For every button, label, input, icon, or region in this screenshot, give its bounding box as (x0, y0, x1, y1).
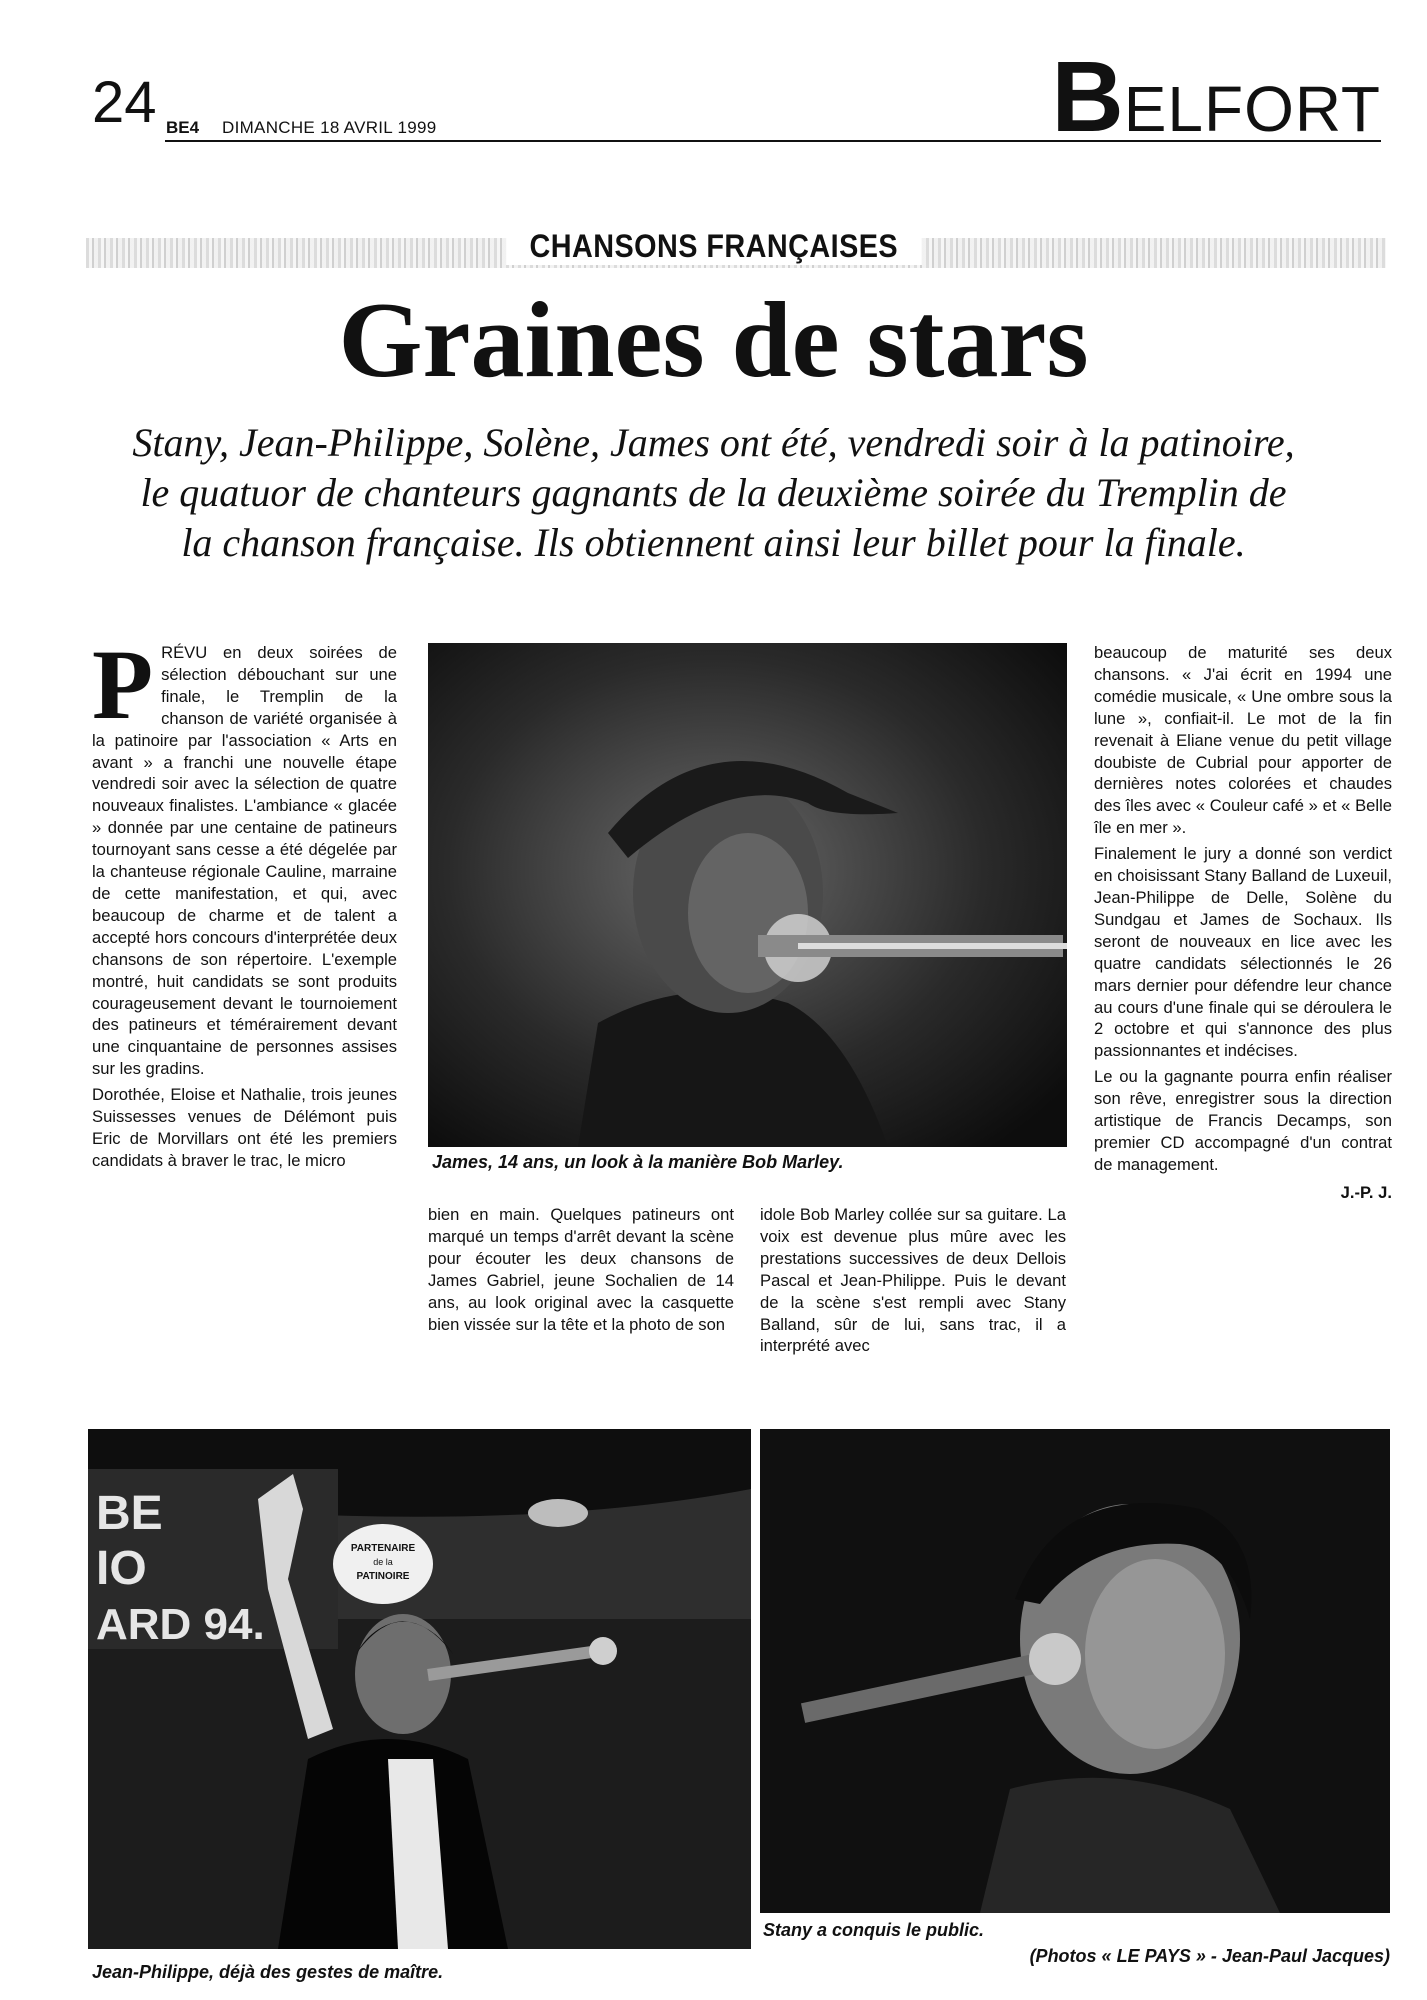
deck: Stany, Jean-Philippe, Solène, James ont été, vendredi soir à la patinoire, le quatuor de chanteurs gagnants de la deuxième soirée du Tremplin de la chanson française. Ils obtiennent ainsi leur billet pour la finale. (132, 420, 1295, 565)
photo-jean-philippe (88, 1429, 751, 1949)
issue-date: DIMANCHE 18 AVRIL 1999 (222, 118, 437, 137)
photo-jean-philippe-image (88, 1429, 751, 1949)
photo-james (428, 643, 1067, 1147)
headline: Graines de stars (338, 281, 1089, 400)
article-column-3 (760, 1204, 1066, 1361)
stage-sign-line-2: IO (96, 1542, 147, 1595)
photo-stany-image (760, 1429, 1390, 1913)
sponsor-badge-line-2: de la (373, 1557, 393, 1567)
sponsor-badge-line-1: PARTENAIRE (350, 1543, 416, 1554)
col4-paragraph-2: Finalement le jury a donné son verdict en choisissant Stany Balland de Luxeuil, Jean-Philippe de Delle, Solène du Sundgau et James de Sochaux. Ils seront de nouveaux en lice avec les quatre candidats sélectionnés le 26 mars dernier pour défendre leur chance au cours d'une finale qui se déroulera le 2 octobre et qui s'annonce des plus passionnantes et indécises. (1094, 844, 1392, 1061)
section-title-rest: ELFORT (1123, 73, 1381, 145)
edition-code: BE4 (166, 118, 200, 137)
stage-sign-line-3: ARD 94. (96, 1600, 265, 1649)
page-number: 24 (92, 70, 157, 135)
sponsor-badge-line-3: PATINOIRE (356, 1571, 410, 1582)
col4-paragraph-1: beaucoup de maturité ses deux chansons. « J'ai écrit en 1994 une comédie musicale, « Une ombre sous la lune », confiait-il. Le mot de la fin revenait à Eliane venue du petit village doubiste de Cubrial pour apporter de dernières notes colorées et chaudes des îles avec « Couleur café » et « Belle île en mer ». (1094, 643, 1392, 838)
col2-paragraph: bien en main. Quelques patineurs ont marqué un temps d'arrêt devant la scène pour écouter les deux chansons de James Gabriel, jeune Sochalien de 14 ans, au look original avec la casquette bien vissée sur la tête et la photo de son (428, 1205, 734, 1334)
article-column-2 (428, 1204, 734, 1339)
article-column-4 (1094, 642, 1392, 1204)
section-title-initial: B (1051, 41, 1124, 153)
photo-stany-caption: Stany a conquis le public. (763, 1920, 985, 1940)
photo-jean-philippe-caption: Jean-Philippe, déjà des gestes de maître. (92, 1962, 444, 1982)
col3-paragraph: idole Bob Marley collée sur sa guitare. La voix est devenue plus mûre avec les prestations successives de deux Dellois Pascal et Jean-Philippe. Puis le devant de la scène s'est rempli avec Stany Balland, sûr de lui, sans trac, il a interprété avec (760, 1205, 1066, 1356)
masthead-rule (165, 140, 1381, 142)
photo-stany (760, 1429, 1390, 1913)
stage-sign-line-1: BE (96, 1487, 163, 1540)
kicker-text: CHANSONS FRANÇAISES (506, 228, 921, 265)
drop-cap: P (92, 629, 154, 740)
photo-credit: (Photos « LE PAYS » - Jean-Paul Jacques) (1029, 1946, 1390, 1966)
kicker (0, 228, 1427, 265)
col1-paragraph-1: RÉVU en deux soirées de sélection débouchant sur une finale, le Tremplin de la chanson de variété organisée à la patinoire par l'association « Arts en avant » a franchi une nouvelle étape vendredi soir avec la sélection de quatre nouveaux finalistes. L'ambiance « glacée » donnée par une centaine de patineurs tournoyant sans cesse a été dégelée par la chanteuse régionale Cauline, marraine de cette manifestation, et qui, avec beaucoup de charme et de talent a accepté hors concours d'interprétée deux chansons de son répertoire. L'exemple montré, huit candidats se sont produits courageusement devant le tournoiement des patineurs et témérairement devant une cinquantaine de personnes assises sur les gradins. (92, 643, 397, 1079)
photo-james-caption: James, 14 ans, un look à la manière Bob Marley. (432, 1152, 844, 1172)
col1-paragraph-2: Dorothée, Eloise et Nathalie, trois jeunes Suissesses venues de Délémont puis Eric de Morvillars ont été les premiers candidats à braver le trac, le micro (92, 1085, 397, 1170)
section-title (1051, 41, 1381, 153)
photo-james-image (428, 643, 1067, 1147)
article-column-1 (92, 629, 397, 1176)
author-signature: J.-P. J. (1340, 1182, 1392, 1202)
col4-paragraph-3: Le ou la gagnante pourra enfin réaliser son rêve, enregistrer sous la direction artistique de Francis Decamps, son premier CD accompagné d'un contrat de management. (1094, 1067, 1392, 1174)
